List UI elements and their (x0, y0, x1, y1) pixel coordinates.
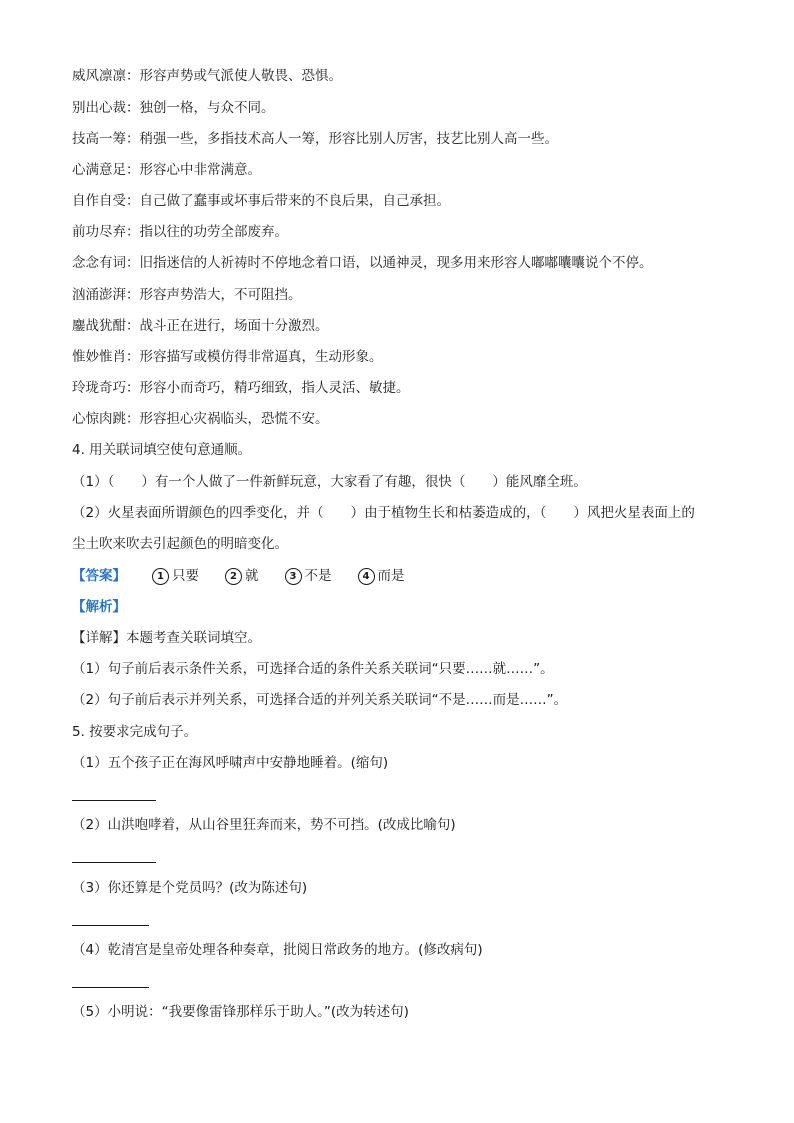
idiom-entry: 前功尽弃：指以往的功劳全部废弃。 (72, 224, 288, 240)
analysis-detail: 【详解】本题考查关联词填空。 (72, 630, 261, 646)
circled-number: 1 (152, 568, 169, 585)
analysis-detail-2: （2）句子前后表示并列关系，可选择合适的并列关系关联词“不是……而是……”。 (72, 692, 568, 708)
idiom-entry: 威风凛凛：形容声势或气派使人敬畏、恐惧。 (72, 68, 342, 84)
question-5-title: 5. 按要求完成句子。 (72, 724, 198, 740)
idiom-entry: 技高一筹：稍强一些，多指技术高人一筹，形容比别人厉害，技艺比别人高一些。 (72, 131, 558, 147)
question-4-title: 4. 用关联词填空使句意通顺。 (72, 442, 252, 458)
answer-blank-line[interactable] (72, 862, 156, 863)
question-4-item-2-continued: 尘土吹来吹去引起颜色的明暗变化。 (72, 536, 288, 552)
analysis-label: 【解析】 (72, 599, 126, 615)
idiom-entry: 念念有词：旧指迷信的人祈祷时不停地念着口语，以通神灵，现多用来形容人嘟嘟囔囔说个不停。 (72, 255, 653, 271)
answer-blank-line[interactable] (72, 987, 149, 988)
answer-label: 【答案】 (72, 568, 126, 584)
answer-blank-line[interactable] (72, 800, 156, 801)
question-5-item: （2）山洪咆哮着，从山谷里狂奔而来，势不可挡。(改成比喻句) (72, 817, 456, 833)
answer-item: 3 不是 (285, 566, 332, 586)
idiom-entry: 鏖战犹酣：战斗正在进行，场面十分激烈。 (72, 318, 329, 334)
idiom-entry: 心惊肉跳：形容担心灾祸临头，恐慌不安。 (72, 411, 329, 427)
question-5-item: （1）五个孩子正在海风呼啸声中安静地睡着。(缩句) (72, 755, 389, 771)
idiom-entry: 汹涌澎湃：形容声势浩大，不可阻挡。 (72, 287, 302, 303)
answer-item: 1 只要 (152, 566, 199, 586)
question-5-item: （5）小明说：“我要像雷锋那样乐于助人。”(改为转述句) (72, 1004, 409, 1020)
circled-number: 4 (358, 568, 375, 585)
answer-row (72, 566, 732, 586)
question-5-item: （3）你还算是个党员吗？(改为陈述句) (72, 880, 308, 896)
idiom-entry: 别出心裁：独创一格，与众不同。 (72, 100, 275, 116)
analysis-detail-1: （1）句子前后表示条件关系，可选择合适的条件关系关联词“只要……就……”。 (72, 661, 554, 677)
circled-number: 2 (225, 568, 242, 585)
idiom-entry: 惟妙惟肖：形容描写或模仿得非常逼真，生动形象。 (72, 349, 383, 365)
circled-number: 3 (285, 568, 302, 585)
question-4-item-2: （2）火星表面所谓颜色的四季变化，并（ ）由于植物生长和枯萎造成的，（ ）风把火星表面上的 (72, 505, 695, 521)
idiom-entry: 自作自受：自己做了蠢事或坏事后带来的不良后果，自己承担。 (72, 193, 450, 209)
question-5-item: （4）乾清宫是皇帝处理各种奏章，批阅日常政务的地方。(修改病句) (72, 942, 483, 958)
question-4-item-1: （1）（ ）有一个人做了一件新鲜玩意，大家看了有趣，很快（ ）能风靡全班。 (72, 474, 587, 490)
answer-item: 4 而是 (358, 566, 405, 586)
answer-blank-line[interactable] (72, 925, 149, 926)
answer-item: 2 就 (225, 566, 259, 586)
idiom-entry: 心满意足：形容心中非常满意。 (72, 162, 261, 178)
idiom-entry: 玲珑奇巧：形容小而奇巧，精巧细致，指人灵活、敏捷。 (72, 380, 410, 396)
